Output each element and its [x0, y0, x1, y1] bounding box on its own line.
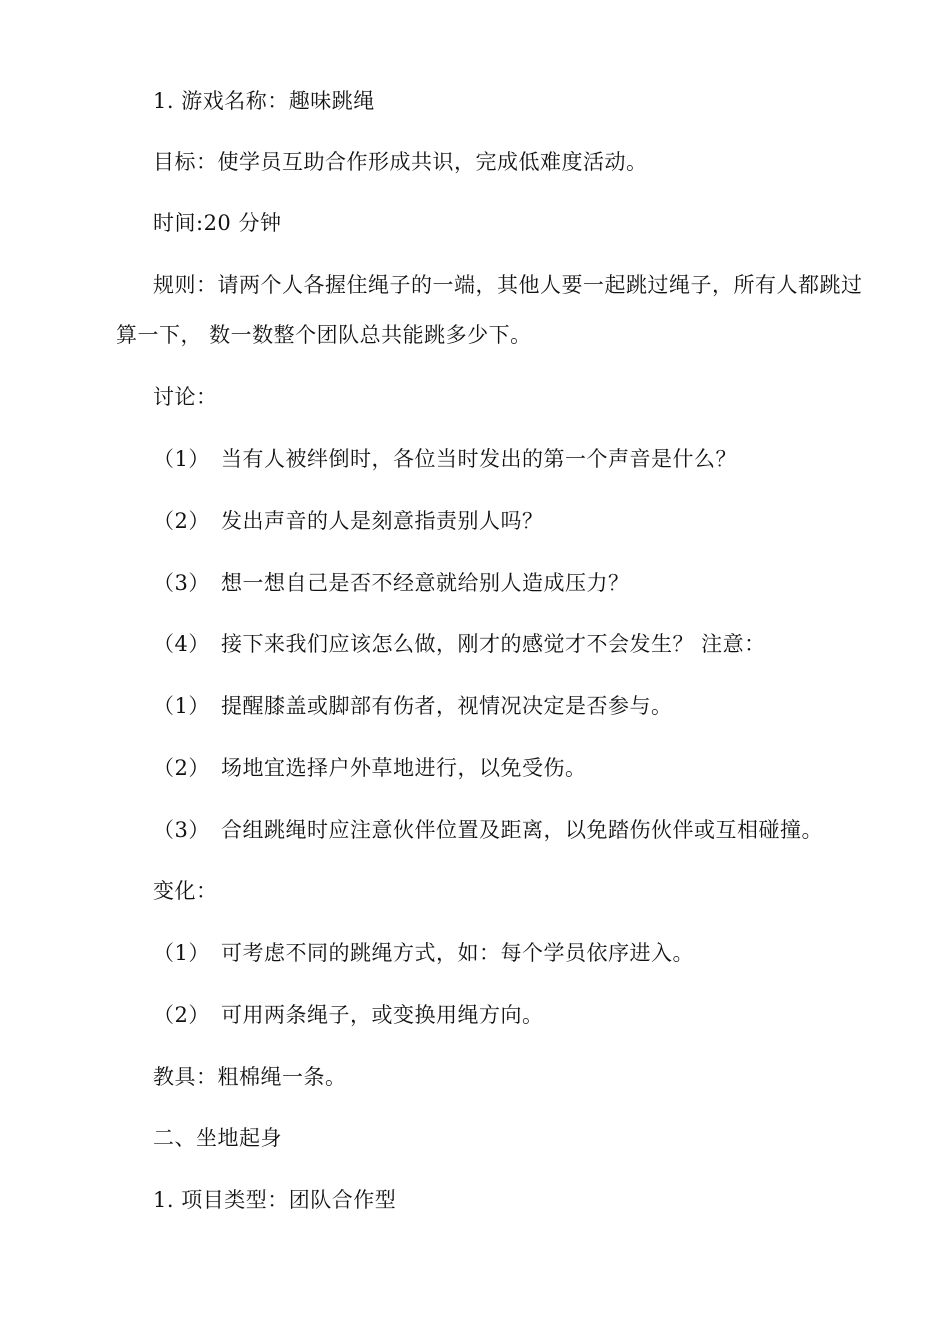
- list-item: [153, 568, 630, 598]
- discussion-label: 讨论：: [153, 385, 218, 409]
- list-item-number: （3）: [153, 571, 210, 595]
- project-type-text: 1. 项目类型：团队合作型: [153, 1188, 397, 1212]
- list-item-text: 接下来我们应该怎么做，刚才的感觉才不会发生？ 注意：: [221, 632, 766, 656]
- goal-text: 目标：使学员互助合作形成共识，完成低难度活动。: [153, 150, 648, 174]
- rules-text-line2: 算一下， 数一数整个团队总共能跳多少下。: [116, 323, 532, 347]
- list-item-number: （1）: [153, 447, 210, 471]
- list-item: [153, 938, 694, 968]
- list-item-number: （1）: [153, 694, 210, 718]
- list-item-number: （3）: [153, 818, 210, 842]
- list-item: [153, 629, 766, 659]
- list-item-text: 提醒膝盖或脚部有伤者，视情况决定是否参与。: [221, 694, 673, 718]
- variation-label: 变化：: [153, 879, 218, 903]
- equipment-text: 教具：粗棉绳一条。: [153, 1065, 347, 1089]
- list-item-text: 可考虑不同的跳绳方式，如：每个学员依序进入。: [221, 941, 694, 965]
- list-item: [153, 815, 823, 845]
- rules-text-line1: 规则：请两个人各握住绳子的一端，其他人要一起跳过绳子，所有人都跳过: [153, 273, 863, 297]
- list-item-text: 想一想自己是否不经意就给别人造成压力？: [221, 571, 630, 595]
- list-item-number: （4）: [153, 632, 210, 656]
- game-title: 1. 游戏名称：趣味跳绳: [153, 89, 375, 113]
- list-item: [153, 1000, 544, 1030]
- list-item-number: （2）: [153, 1003, 210, 1027]
- list-item-number: （1）: [153, 941, 210, 965]
- list-item: [153, 691, 673, 721]
- time-text: 时间:20 分钟: [153, 211, 282, 235]
- list-item-number: （2）: [153, 756, 210, 780]
- list-item-text: 合组跳绳时应注意伙伴位置及距离，以免踏伤伙伴或互相碰撞。: [221, 818, 823, 842]
- list-item: [153, 506, 544, 536]
- list-item-number: （2）: [153, 509, 210, 533]
- list-item-text: 可用两条绳子，或变换用绳方向。: [221, 1003, 544, 1027]
- list-item: [153, 444, 737, 474]
- list-item-text: 场地宜选择户外草地进行，以免受伤。: [221, 756, 587, 780]
- list-item: [153, 753, 587, 783]
- list-item-text: 当有人被绊倒时，各位当时发出的第一个声音是什么？: [221, 447, 737, 471]
- list-item-text: 发出声音的人是刻意指责别人吗？: [221, 509, 544, 533]
- section-heading: 二、坐地起身: [153, 1126, 282, 1150]
